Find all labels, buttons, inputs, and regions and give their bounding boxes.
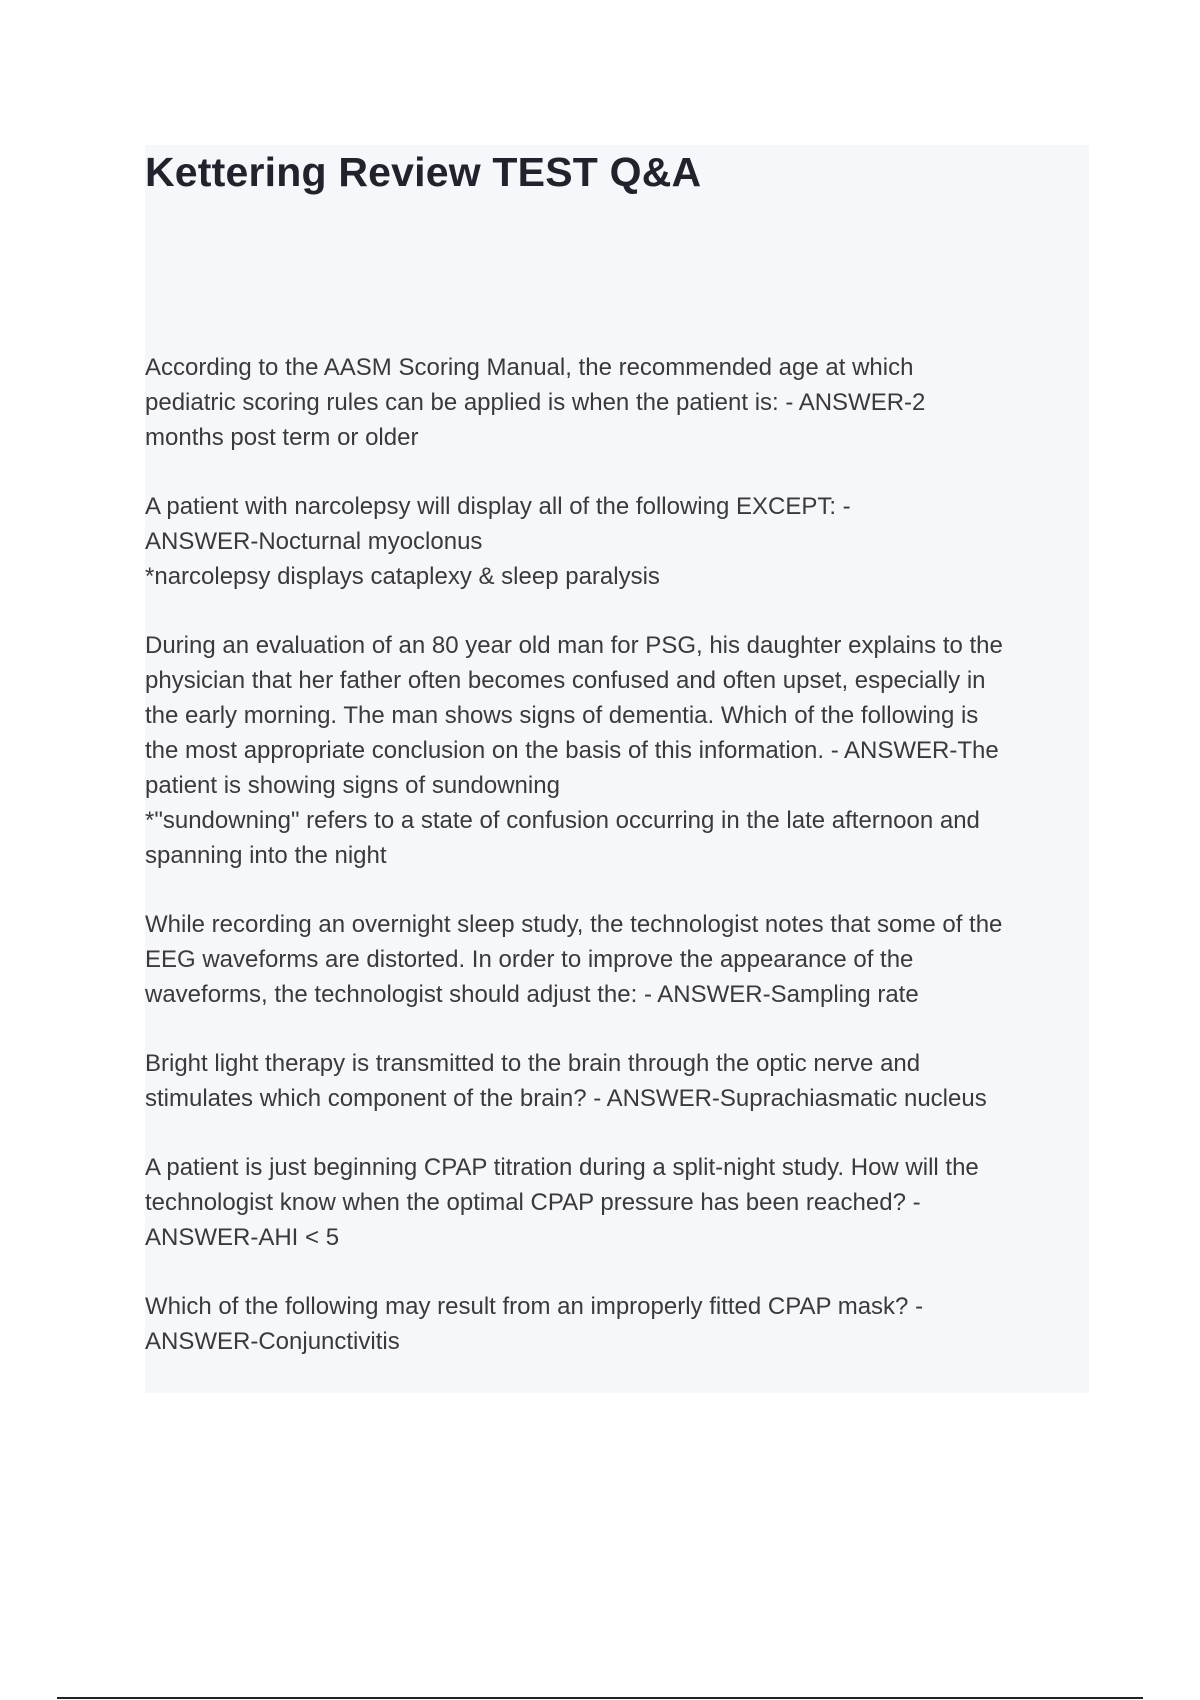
qa-text-line: *"sundowning" refers to a state of confusion occurring in the late afternoon and bbox=[145, 807, 980, 834]
qa-item bbox=[145, 907, 1089, 1012]
qa-item bbox=[145, 628, 1089, 873]
qa-text-line: months post term or older bbox=[145, 424, 419, 451]
qa-text-line: patient is showing signs of sundowning bbox=[145, 772, 560, 799]
qa-text-line: EEG waveforms are distorted. In order to improve the appearance of the bbox=[145, 946, 914, 973]
qa-text-line: ANSWER-AHI < 5 bbox=[145, 1224, 340, 1251]
qa-text-line: the early morning. The man shows signs of dementia. Which of the following is bbox=[145, 702, 979, 729]
qa-text-line: Bright light therapy is transmitted to the brain through the optic nerve and bbox=[145, 1050, 921, 1077]
qa-list bbox=[145, 350, 1089, 1393]
qa-text-line: the most appropriate conclusion on the basis of this information. - ANSWER-The bbox=[145, 737, 999, 764]
qa-text-line: While recording an overnight sleep study, the technologist notes that some of the bbox=[145, 911, 1003, 938]
qa-text-line: During an evaluation of an 80 year old man for PSG, his daughter explains to the bbox=[145, 632, 1003, 659]
qa-item bbox=[145, 489, 1089, 594]
qa-text-line: physician that her father often becomes confused and often upset, especially in bbox=[145, 667, 986, 694]
qa-text-line: ANSWER-Nocturnal myoclonus bbox=[145, 528, 483, 555]
footer-divider bbox=[57, 1697, 1143, 1699]
qa-text-line: *narcolepsy displays cataplexy & sleep paralysis bbox=[145, 563, 660, 590]
qa-text-line: pediatric scoring rules can be applied is when the patient is: - ANSWER-2 bbox=[145, 389, 926, 416]
document-title: Kettering Review TEST Q&A bbox=[145, 149, 702, 195]
qa-item bbox=[145, 350, 1089, 455]
qa-text-line: stimulates which component of the brain? - ANSWER-Suprachiasmatic nucleus bbox=[145, 1085, 987, 1112]
qa-text-line: Which of the following may result from an improperly fitted CPAP mask? - bbox=[145, 1293, 924, 1320]
qa-item bbox=[145, 1046, 1089, 1116]
qa-text-line: waveforms, the technologist should adjust the: - ANSWER-Sampling rate bbox=[145, 981, 919, 1008]
qa-text-line: A patient is just beginning CPAP titration during a split-night study. How will the bbox=[145, 1154, 979, 1181]
qa-text-line: According to the AASM Scoring Manual, the recommended age at which bbox=[145, 354, 914, 381]
qa-text-line: technologist know when the optimal CPAP pressure has been reached? - bbox=[145, 1189, 921, 1216]
qa-text-line: A patient with narcolepsy will display all of the following EXCEPT: - bbox=[145, 493, 851, 520]
qa-text-line: spanning into the night bbox=[145, 842, 387, 869]
qa-item bbox=[145, 1150, 1089, 1255]
qa-text-line: ANSWER-Conjunctivitis bbox=[145, 1328, 400, 1355]
qa-item bbox=[145, 1289, 1089, 1359]
